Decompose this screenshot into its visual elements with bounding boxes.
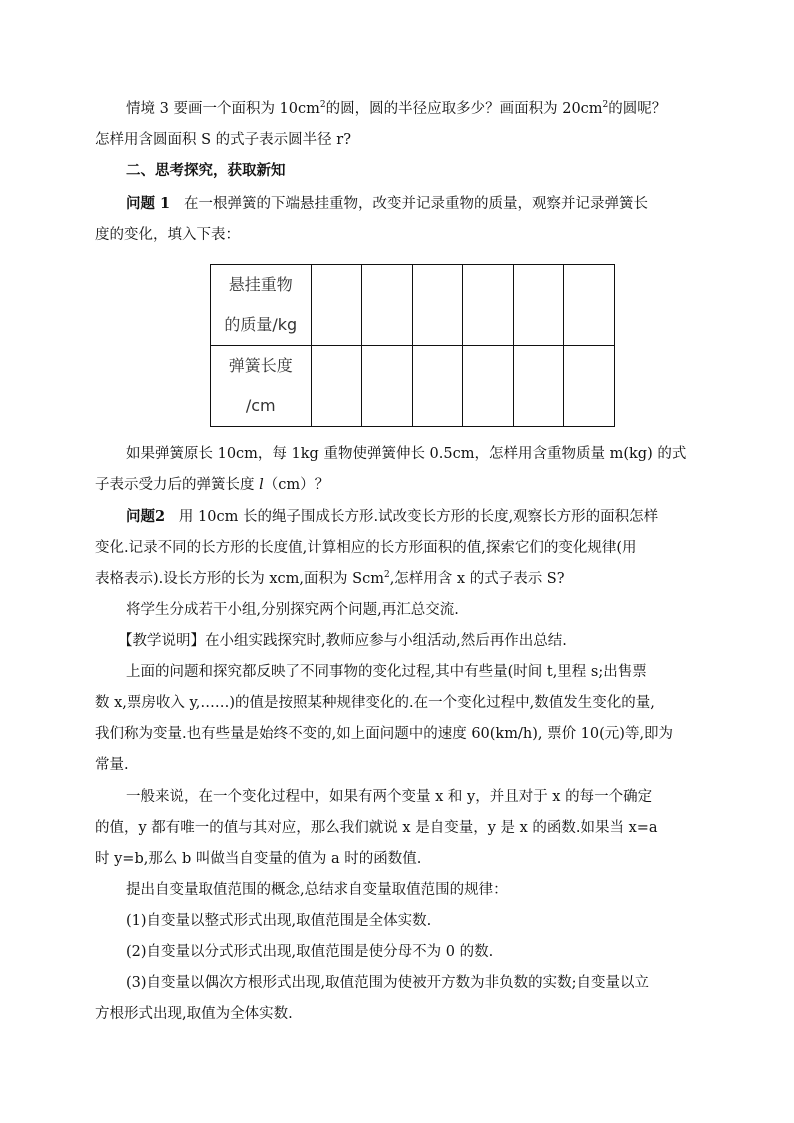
table-cell[interactable] xyxy=(412,346,463,427)
section-heading: 二、思考探究，获取新知 xyxy=(126,162,286,179)
header-line: 悬挂重物 xyxy=(228,275,293,294)
problem1-line1 xyxy=(126,194,648,214)
spring-question-line2 xyxy=(95,475,329,495)
header-line: 的质量/kg xyxy=(224,315,298,334)
variables-line3: 我们称为变量.也有些量是始终不变的,如上面问题中的速度 60(km/h), 票价 10(元)等,即为 xyxy=(95,726,674,742)
problem2-text: 用 10cm 长的绳子围成长方形.试改变长方形的长度,观察长方形的面积怎样 xyxy=(178,509,659,525)
table-cell[interactable] xyxy=(463,346,514,427)
problem2-line2: 变化.记录不同的长方形的长度值,计算相应的长方形面积的值,探索它们的变化规律(用 xyxy=(95,540,637,556)
function-line3: 时 y=b,那么 b 叫做当自变量的值为 a 时的函数值. xyxy=(95,851,422,867)
problem2-text-a: 表格表示).设长方形的长为 xcm,面积为 Scm xyxy=(95,571,384,587)
superscript: 2 xyxy=(383,570,390,581)
problem2-text-b: ,怎样用含 x 的式子表示 S? xyxy=(389,571,565,587)
function-line2: 的值，y 都有唯一的值与其对应，那么我们就说 x 是自变量，y 是 x 的函数.如果当 x=a xyxy=(95,820,658,836)
table-cell[interactable] xyxy=(362,346,413,427)
problem2-line1 xyxy=(126,507,658,527)
situation3-text-c: 的圆呢？ xyxy=(608,101,667,117)
problem1-text: 在一根弹簧的下端悬挂重物，改变并记录重物的质量，观察并记录弹簧长 xyxy=(183,196,648,212)
rule-3-line1: (3)自变量以偶次方根形式出现,取值范围为使被开方数为非负数的实数;自变量以立 xyxy=(126,975,650,991)
situation3-line1 xyxy=(126,99,666,119)
rule-1: (1)自变量以整式形式出现,取值范围是全体实数. xyxy=(126,913,432,929)
domain-intro: 提出自变量取值范围的概念,总结求自变量取值范围的规律： xyxy=(126,882,508,898)
situation3-line2: 怎样用含圆面积 S 的式子表示圆半径 r? xyxy=(95,132,351,148)
spring-text-b: （cm）？ xyxy=(263,477,330,493)
table-cell[interactable] xyxy=(564,265,615,346)
table-cell[interactable] xyxy=(362,265,413,346)
header-line: 弹簧长度 xyxy=(228,356,293,375)
variables-line1: 上面的问题和探究都反映了不同事物的变化过程,其中有些量(时间 t,里程 s;出售票 xyxy=(126,664,647,680)
table-row xyxy=(211,265,615,346)
spring-text-a: 子表示受力后的弹簧长度 xyxy=(95,477,260,493)
variables-line4: 常量. xyxy=(95,757,129,773)
variables-line2: 数 x,票房收入 y,……)的值是按照某种规律变化的.在一个变化过程中,数值发生变化的量, xyxy=(95,695,655,711)
data-table xyxy=(210,264,615,427)
variable-l: l xyxy=(259,477,264,493)
rule-3-line2: 方根形式出现,取值为全体实数. xyxy=(95,1006,293,1022)
superscript: 2 xyxy=(602,100,609,111)
table-cell[interactable] xyxy=(513,265,564,346)
table-cell[interactable] xyxy=(311,265,362,346)
table-row xyxy=(211,346,615,427)
problem2-line3 xyxy=(95,569,565,589)
table-cell[interactable] xyxy=(412,265,463,346)
problem2-label: 问题2 xyxy=(126,508,166,525)
function-line1: 一般来说，在一个变化过程中，如果有两个变量 x 和 y，并且对于 x 的每一个确定 xyxy=(126,789,653,805)
situation3-text-b: 的圆，圆的半径应取多少？画面积为 20cm xyxy=(325,101,603,117)
teaching-note: 【教学说明】在小组实践探究时,教师应参与小组活动,然后再作出总结. xyxy=(118,633,567,649)
table-header-mass xyxy=(211,265,312,346)
table-cell[interactable] xyxy=(513,346,564,427)
table-cell[interactable] xyxy=(311,346,362,427)
problem1-line2: 度的变化，填入下表： xyxy=(95,227,240,243)
rule-2: (2)自变量以分式形式出现,取值范围是使分母不为 0 的数. xyxy=(126,944,494,960)
problem1-label: 问题 1 xyxy=(126,195,171,212)
table-cell[interactable] xyxy=(463,265,514,346)
group-line: 将学生分成若干小组,分别探究两个问题,再汇总交流. xyxy=(126,602,459,618)
header-line: /cm xyxy=(245,396,276,415)
table-header-length xyxy=(211,346,312,427)
superscript: 2 xyxy=(319,100,326,111)
table-cell[interactable] xyxy=(564,346,615,427)
situation3-text-a: 情境 3 要画一个面积为 10cm xyxy=(126,101,320,117)
spring-question-line1: 如果弹簧原长 10cm，每 1kg 重物使弹簧伸长 0.5cm，怎样用含重物质量 m(kg) 的式 xyxy=(126,446,687,462)
